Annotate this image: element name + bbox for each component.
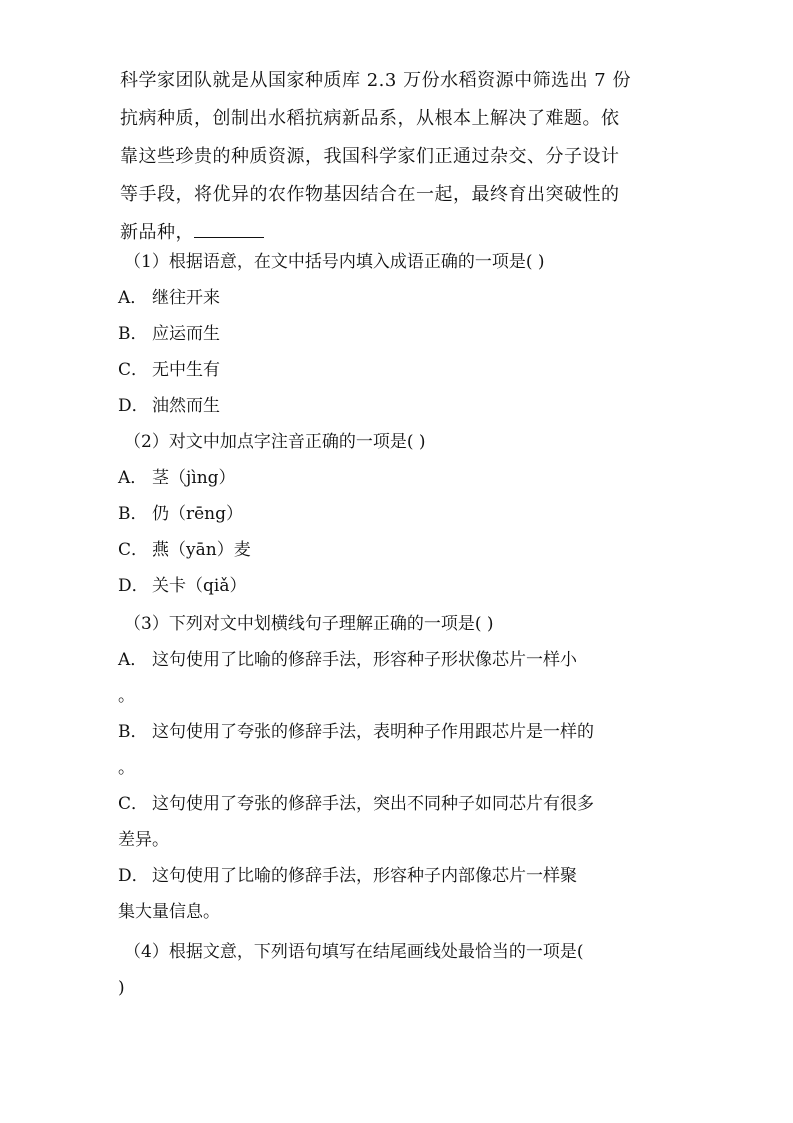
question-4-stem-continued: ) [118,978,125,998]
option-letter: D． [118,576,149,596]
option-text: 这句使用了比喻的修辞手法，形容种子内部像芯片一样聚 [152,866,577,886]
option-text: 应运而生 [152,324,220,344]
question-4 [118,934,678,1006]
question-2 [118,424,678,604]
option-letter: B． [118,324,148,344]
option-a [118,280,678,316]
option-text: 这句使用了夸张的修辞手法，突出不同种子如同芯片有很多 [152,794,594,814]
passage-last-line-text: 新品种， [120,222,194,243]
passage [120,62,670,252]
passage-line: 等手段，将优异的农作物基因结合在一起，最终育出突破性的 [120,184,620,205]
option-b [118,496,678,532]
option-b [118,714,678,750]
option-letter: A． [118,650,148,670]
option-letter: B． [118,504,148,524]
option-c [118,352,678,388]
option-b [118,316,678,352]
question-3 [118,606,678,930]
option-letter: B． [118,722,148,742]
passage-line: 抗病种质，创制出水稻抗病新品系，从根本上解决了难题。依 [120,108,620,129]
option-text: 茎（jìng） [152,468,236,488]
passage-line: 科学家团队就是从国家种质库 2.3 万份水稻资源中筛选出 7 份 [120,70,631,91]
option-text: 这句使用了夸张的修辞手法，表明种子作用跟芯片是一样的 [152,722,594,742]
option-letter: C． [118,360,149,380]
option-c [118,786,678,822]
option-d [118,858,678,894]
option-c [118,532,678,568]
option-letter: A． [118,468,148,488]
option-c-continued: 差异。 [118,830,169,850]
option-d [118,568,678,604]
option-b-continued: 。 [118,758,135,778]
option-letter: C． [118,794,149,814]
option-letter: D． [118,396,149,416]
option-text: 油然而生 [152,396,220,416]
option-text: 这句使用了比喻的修辞手法，形容种子形状像芯片一样小 [152,650,577,670]
question-1-stem: （1）根据语意，在文中括号内填入成语正确的一项是( ) [124,252,545,272]
option-letter: A． [118,288,148,308]
option-text: 继往开来 [152,288,220,308]
answer-blank [194,215,264,238]
option-letter: C． [118,540,149,560]
option-letter: D． [118,866,149,886]
option-text: 无中生有 [152,360,220,380]
question-1 [118,244,678,424]
option-d-continued: 集大量信息。 [118,902,220,922]
passage-line: 靠这些珍贵的种质资源，我国科学家们正通过杂交、分子设计 [120,146,620,167]
option-text: 燕（yān）麦 [152,540,251,560]
question-4-stem: （4）根据文意，下列语句填写在结尾画线处最恰当的一项是( [124,942,584,962]
option-d [118,388,678,424]
option-a [118,642,678,678]
option-text: 关卡（qiǎ） [152,576,247,596]
option-text: 仍（rēng） [152,504,244,524]
option-a-continued: 。 [118,686,135,706]
question-2-stem: （2）对文中加点字注音正确的一项是( ) [124,432,426,452]
question-3-stem: （3）下列对文中划横线句子理解正确的一项是( ) [124,614,494,634]
option-a [118,460,678,496]
